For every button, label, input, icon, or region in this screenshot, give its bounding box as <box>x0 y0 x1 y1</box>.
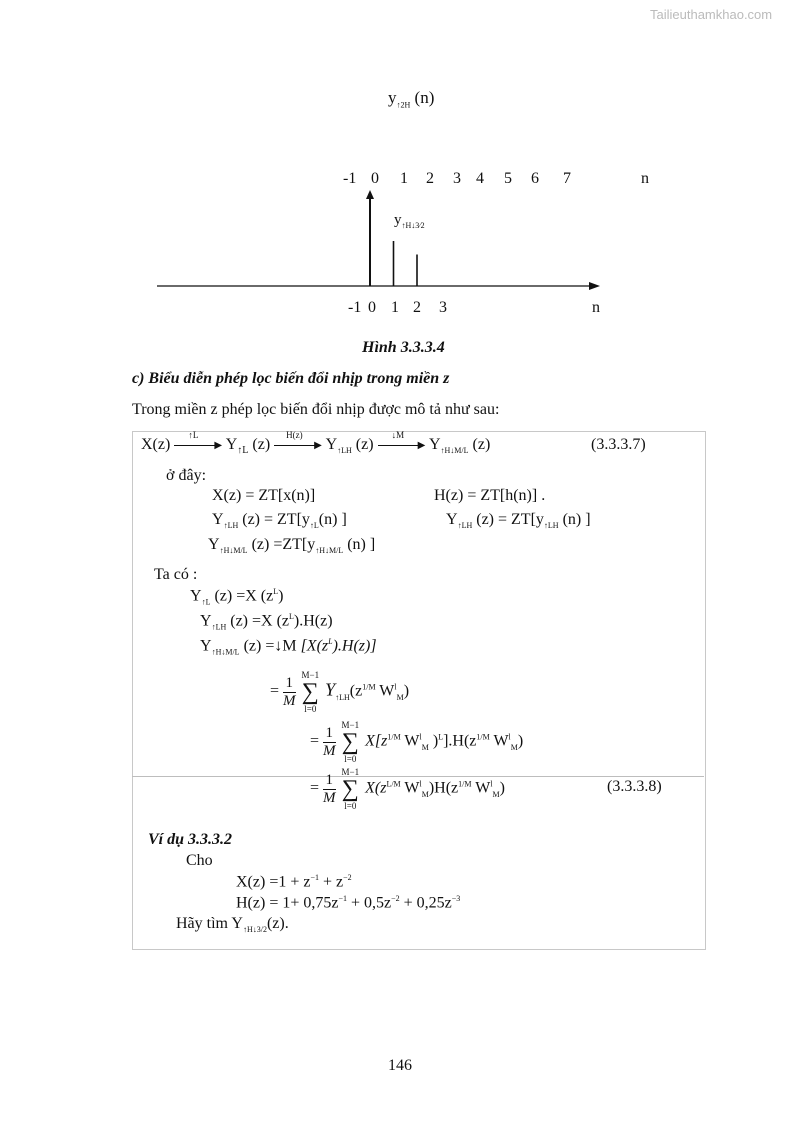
def-y-hm <box>208 536 375 555</box>
ex-h-a: H(z) = 1+ 0,75z <box>236 894 339 912</box>
sum-icon: ∑ <box>341 776 359 802</box>
section-heading: c) Biểu diễn phép lọc biến đổi nhịp trong miền z <box>132 370 450 387</box>
sum-icon: ∑ <box>341 729 359 755</box>
chain-x: X(z) <box>141 436 171 453</box>
arrow-head: ▶ <box>314 440 322 452</box>
sum-bot: l=0 <box>344 801 357 811</box>
eqA-main: Y <box>190 587 202 605</box>
eqF-w: W <box>400 779 420 797</box>
arrow-head: ▶ <box>417 440 426 452</box>
def2r-main: Y <box>446 511 458 528</box>
eqE-hwsub: M <box>510 742 518 752</box>
watermark: Tailieuthamkhao.com <box>650 7 773 22</box>
chain-op1: ↑L <box>188 430 199 441</box>
chain-y3: Y <box>428 436 441 453</box>
example-cho: Cho <box>186 852 213 869</box>
bottom-tick: 2 <box>413 299 421 316</box>
example-h <box>236 894 460 912</box>
def-h: H(z) = ZT[h(n)] . <box>434 487 546 504</box>
eqF-hw: W <box>471 779 491 797</box>
eqB-main: Y <box>200 612 212 630</box>
eqC-bracket: [X(z <box>300 637 329 655</box>
ex-find-a: Hãy tìm Y <box>176 915 243 932</box>
def2-rest: (z) = ZT[y <box>242 511 310 528</box>
eqE-mid: ) <box>428 732 439 750</box>
def2r-end: (n) ] <box>562 511 591 528</box>
sum-top: M−1 <box>341 767 360 777</box>
frac-num: 1 <box>283 675 296 693</box>
taco-label: Ta có : <box>154 566 198 583</box>
chain-op2: H(z) <box>286 430 303 441</box>
bottom-tick: 1 <box>391 299 399 316</box>
eqE-frac <box>323 725 336 760</box>
eqF-frac <box>323 772 336 807</box>
sum-top: M−1 <box>341 720 360 730</box>
frac-den: M <box>323 789 336 806</box>
eqE-wsub: M <box>421 742 429 752</box>
eqF-eq: = <box>310 779 320 797</box>
chain-y3-sub: ↑H↓M/L <box>440 446 469 456</box>
eqB-sup: L <box>289 612 294 621</box>
eqE-hsup: 1/M <box>476 732 490 742</box>
chain-y3-arg: (z) <box>472 436 491 453</box>
sum-top: M−1 <box>301 670 320 680</box>
ex-find-sub: ↑H↓3/2 <box>242 925 267 935</box>
eqF-end: ) <box>499 779 505 797</box>
chain-y1-sub: ↑L <box>237 445 249 457</box>
chain-equation <box>141 430 491 457</box>
def2r-rest: (z) = ZT[y <box>476 511 544 528</box>
arrow-head: ▶ <box>214 440 223 452</box>
section-intro: Trong miền z phép lọc biến đổi nhịp được mô tả như sau: <box>132 401 500 418</box>
frac-den: M <box>323 742 336 759</box>
bottom-tick: -1 <box>348 299 362 316</box>
chain-y2-sub: ↑LH <box>337 446 352 456</box>
top-tick: 2 <box>426 170 434 187</box>
chain-y1: Y <box>225 436 238 453</box>
eqA-end: ) <box>278 587 284 605</box>
eq-f <box>310 767 505 811</box>
def-y-lh-right <box>446 511 591 530</box>
frac-num: 1 <box>323 725 336 743</box>
eqD-sub: ↑LH <box>335 692 350 702</box>
eqD-sup: 1/M <box>362 682 376 692</box>
def3-sub: ↑H↓M/L <box>219 546 248 556</box>
top-tick: 6 <box>531 170 539 187</box>
eqE-end: ) <box>517 732 524 750</box>
chain-arrow-2 <box>274 430 322 452</box>
arrow-shape <box>274 445 316 446</box>
chain-y2-arg: (z) <box>355 436 374 453</box>
top-tick: 0 <box>371 170 379 187</box>
eq-number-337: (3.3.3.7) <box>591 436 646 453</box>
eqF-hsup: 1/M <box>458 779 472 789</box>
eqE-sum <box>342 720 360 764</box>
ex-h-c: + 0,25z <box>399 894 452 912</box>
eqE-w: W <box>400 732 420 750</box>
eqF-sum <box>342 767 360 811</box>
eqB-sub: ↑LH <box>211 622 227 632</box>
eqD-wsub: M <box>396 692 404 702</box>
arrow-shape <box>174 445 216 446</box>
eqD-body: Y <box>325 679 336 700</box>
formula-box <box>132 431 706 950</box>
ex-h-s1: −1 <box>338 894 347 903</box>
eq-number-338: (3.3.3.8) <box>607 778 662 795</box>
eqF-wsup: l <box>419 779 422 789</box>
eqD-close: ) <box>403 682 410 700</box>
def2-sub: ↑LH <box>223 521 239 531</box>
def2r-sub2: ↑LH <box>543 521 559 531</box>
example-find <box>176 915 289 934</box>
top-plot-label-main: y <box>388 88 397 107</box>
inner-plot-label-main: y <box>394 212 402 228</box>
eqD-sum <box>302 670 320 714</box>
def3-main: Y <box>208 536 220 553</box>
sum-bot: l=0 <box>304 704 317 714</box>
top-tick: 5 <box>504 170 512 187</box>
def-y-lh <box>212 511 347 530</box>
ex-x-s2: −2 <box>343 873 352 882</box>
top-tick: -1 <box>343 170 357 187</box>
eqF-wsub: M <box>421 789 429 799</box>
def-x: X(z) = ZT[x(n)] <box>212 487 316 504</box>
chain-y2: Y <box>325 436 338 453</box>
stem-arrow-icon <box>366 190 374 199</box>
top-plot-label-sub: ↑2H <box>396 100 411 110</box>
figure-caption: Hình 3.3.3.4 <box>362 339 445 356</box>
eqA-sub: ↑L <box>201 597 211 607</box>
eqD-w: W <box>375 682 395 700</box>
eqF-h: )H(z <box>428 779 459 797</box>
eqA-sup: L <box>273 587 279 596</box>
eqE-msup: L <box>438 732 444 742</box>
eqB-rest: (z) =X (z <box>230 612 289 630</box>
top-tick: 7 <box>563 170 571 187</box>
arrow-shape <box>378 445 420 446</box>
example-title: Ví dụ 3.3.3.2 <box>148 831 233 848</box>
eqE-wsup: l <box>419 732 422 742</box>
eqC-sup: L <box>328 637 333 646</box>
page-number: 146 <box>388 1057 412 1074</box>
eqC-main: Y <box>200 637 212 655</box>
eqD-eq: = <box>270 682 280 700</box>
ex-h-s3: −3 <box>451 894 461 903</box>
eqE-eq: = <box>310 732 320 750</box>
eqF-body: X(z <box>365 779 387 797</box>
eqD-frac <box>283 675 296 710</box>
def2-sub2: ↑L <box>309 521 319 531</box>
ex-h-b: + 0,5z <box>346 894 392 912</box>
x-axis-arrow <box>589 282 600 290</box>
def3-rest: (z) =ZT[y <box>251 536 316 553</box>
bottom-tick: 0 <box>368 299 376 316</box>
inner-plot-label-sub: ↑H↓3⁄2 <box>401 221 425 230</box>
eqF-sup: L/M <box>386 779 401 789</box>
eqC-bracket-end: ).H(z)] <box>332 637 377 655</box>
chain-arrow-1 <box>174 430 223 452</box>
ex-x-b: + z <box>318 873 344 891</box>
top-plot-label-arg: (n) <box>414 88 435 107</box>
eqD-wsup: l <box>394 682 397 692</box>
eqB-end: ).H(z) <box>293 612 333 630</box>
eqE-sup: 1/M <box>387 732 401 742</box>
eqE-hw: W <box>489 732 509 750</box>
example-x <box>236 873 352 891</box>
def3-sub2: ↑H↓M/L <box>315 546 344 556</box>
eqF-hwsup: l <box>490 779 493 789</box>
stem-plot <box>0 0 794 330</box>
frac-den: M <box>283 692 296 709</box>
eqF-hwsub: M <box>492 789 500 799</box>
ex-x-a: X(z) =1 + z <box>236 873 311 891</box>
eq-e <box>310 720 523 764</box>
eqE-hwsup: l <box>508 732 511 742</box>
top-tick: 4 <box>476 170 484 187</box>
eqE-hz: ].H(z <box>443 732 477 750</box>
chain-y1-arg: (z) <box>252 436 271 453</box>
eqE-body: X[z <box>365 732 388 750</box>
eqC-rest: (z) =↓M <box>243 637 297 655</box>
ex-h-s2: −2 <box>391 894 400 903</box>
ex-find-end: (z). <box>266 915 289 932</box>
sum-icon: ∑ <box>301 679 319 705</box>
top-axis-var: n <box>641 170 649 187</box>
bottom-tick: 3 <box>439 299 447 316</box>
ex-x-s1: −1 <box>310 873 319 882</box>
eq-c <box>200 637 377 657</box>
top-tick: 1 <box>400 170 408 187</box>
bottom-axis-var: n <box>592 299 600 316</box>
eqC-sub: ↑H↓M/L <box>211 647 240 657</box>
where-label: ở đây: <box>166 467 207 484</box>
sum-bot: l=0 <box>344 754 357 764</box>
def2-main: Y <box>212 511 224 528</box>
eq-b <box>200 612 333 632</box>
top-tick: 3 <box>453 170 461 187</box>
chain-arrow-3 <box>378 430 426 452</box>
eq-a <box>190 587 283 607</box>
eq-d <box>270 670 409 714</box>
eqA-rest: (z) =X (z <box>214 587 274 605</box>
frac-num: 1 <box>323 772 336 790</box>
eqD-rest: (z <box>349 682 363 700</box>
def2-end: (n) ] <box>318 511 347 528</box>
chain-op3: ↓M <box>391 430 405 441</box>
def3-end: (n) ] <box>347 536 376 553</box>
def2r-sub: ↑LH <box>457 521 473 531</box>
